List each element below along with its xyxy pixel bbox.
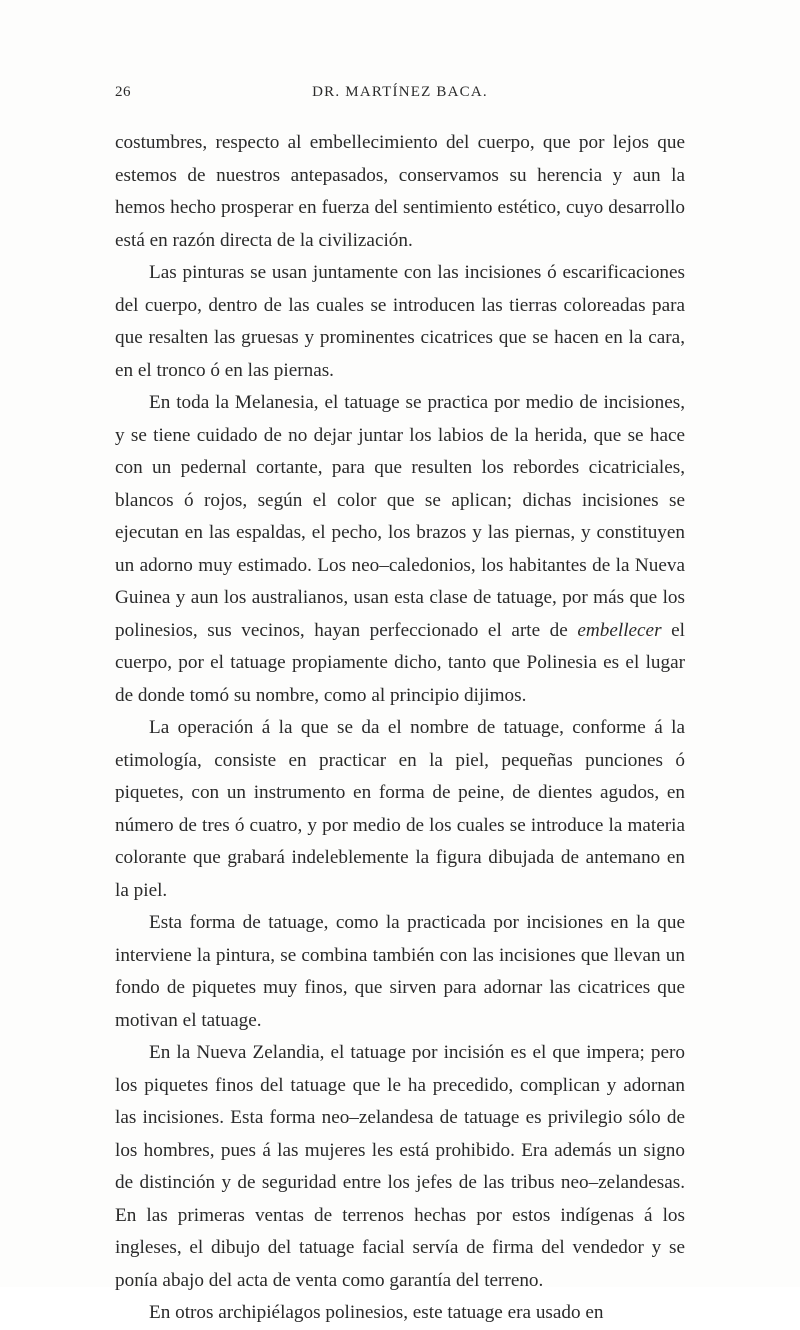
paragraph-1: costumbres, respecto al embellecimiento del cuerpo, que por lejos que estemos de nuestros antepasados, conservamos su herencia y aun la hemos hecho prosperar en fuerza del sentimiento estético, cuyo desarrollo está en razón directa de la civilización. [115, 132, 685, 251]
paragraph-6: En la Nueva Zelandia, el tatuage por incisión es el que impera; pero los piquetes finos del tatuage que le ha precedido, complican y adornan las incisiones. Esta forma neo–zelandesa de tatuage es privilegio sólo de los hombres, pues á las mujeres les está prohibido. Era además un signo de distinción y de seguridad entre los jefes de las tribus neo–zelandesas. En las primeras ventas de terrenos hechas por estos indígenas á los ingleses, el dibujo del tatuage facial servía de firma del vendedor y se ponía abajo del acta de venta como garantía del terreno. [115, 1042, 685, 1291]
paragraph-3-italic-word: embellecer [577, 619, 662, 641]
paragraph-5: Esta forma de tatuage, como la practicada por incisiones en la que interviene la pintura, se combina también con las incisiones que llevan un fondo de piquetes muy finos, que sirven para adornar las cicatrices que motivan el tatuage. [115, 912, 685, 1031]
paragraph-7: En otros archipiélagos polinesios, este tatuage era usado en [149, 1302, 604, 1323]
page-number: 26 [115, 84, 131, 100]
page-header [115, 84, 685, 106]
running-head: DR. MARTÍNEZ BACA. [312, 84, 488, 100]
paragraph-3-text-before: En toda la Melanesia, el tatuage se practica por medio de incisiones, y se tiene cuidado de no dejar juntar los labios de la herida, que se hace con un pedernal cortante, para que resulten los rebordes cicatriciales, blancos ó rojos, según el color que se aplican; dichas incisiones se ejecutan en las espaldas, el pecho, los brazos y las piernas, y constituyen un adorno muy estimado. Los neo–caledonios, los habitantes de la Nueva Guinea y aun los australianos, usan esta clase de tatuage, por más que los polinesios, sus vecinos, hayan perfeccionado el arte de [115, 392, 685, 641]
body-text [115, 127, 685, 1330]
paragraph-4: La operación á la que se da el nombre de tatuage, conforme á la etimología, consiste en practicar en la piel, pequeñas punciones ó piquetes, con un instrumento en forma de peine, de dientes agudos, en número de tres ó cuatro, y por medio de los cuales se introduce la materia colorante que grabará indeleblemente la figura dibujada de antemano en la piel. [115, 717, 685, 901]
paragraph-3-text-after: el cuerpo, por el tatuage propiamente dicho, tanto que Polinesia es el lugar de donde tomó su nombre, como al principio dijimos. [115, 619, 685, 706]
paragraph-3 [115, 387, 685, 712]
paragraph-2: Las pinturas se usan juntamente con las incisiones ó escarificaciones del cuerpo, dentro de las cuales se introducen las tierras coloreadas para que resalten las gruesas y prominentes cicatrices que se hacen en la cara, en el tronco ó en las piernas. [115, 262, 685, 381]
